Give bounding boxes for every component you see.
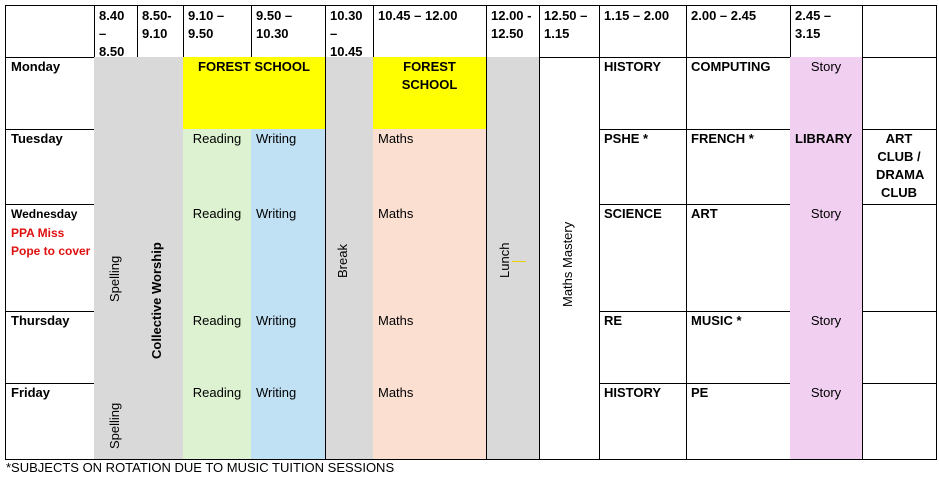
- day-wednesday-label: Wednesday: [11, 207, 78, 221]
- time-slot-header: 10.45 – 12.00: [373, 5, 487, 58]
- maths-mastery-label: Maths Mastery: [560, 221, 575, 307]
- break-label: Break: [335, 244, 350, 278]
- writing-cell: Writing: [251, 383, 326, 460]
- afternoon-subject-2: COMPUTING: [686, 57, 791, 130]
- lunch-label: Lunch: [497, 242, 512, 278]
- maths-cell: Maths: [373, 383, 487, 460]
- reading-cell: Reading: [183, 383, 252, 460]
- time-slot-header: 2.45 – 3.15: [790, 5, 863, 58]
- day-monday: Monday: [5, 57, 95, 130]
- empty-cell: [862, 383, 937, 460]
- highlight-mark: [512, 261, 526, 262]
- time-slot-header: 8.50- 9.10: [137, 5, 184, 58]
- time-slot-header: 9.50 – 10.30: [251, 5, 326, 58]
- time-slot-header: 12.00 - 12.50: [486, 5, 540, 58]
- break-slot: [325, 57, 374, 460]
- empty-cell: [862, 204, 937, 312]
- time-slot-header: 8.40 – 8.50: [94, 5, 138, 58]
- day-friday: Friday: [5, 383, 95, 460]
- collective-worship-slot: [137, 57, 184, 460]
- time-slot-header: 2.00 – 2.45: [686, 5, 791, 58]
- footnote: *SUBJECTS ON ROTATION DUE TO MUSIC TUITION SESSIONS: [6, 460, 395, 475]
- collective-worship-label: Collective Worship: [149, 242, 164, 359]
- time-slot-header: 9.10 – 9.50: [183, 5, 252, 58]
- empty-cell: [862, 57, 937, 130]
- wednesday-cover-note: PPA Miss Pope to cover: [11, 226, 91, 258]
- day-wednesday: [5, 204, 95, 312]
- day-thursday: Thursday: [5, 311, 95, 384]
- afternoon-subject-2: ART: [686, 204, 791, 312]
- writing-cell: Writing: [251, 129, 326, 205]
- story-cell: Story: [790, 311, 863, 384]
- empty-cell: [862, 311, 937, 384]
- afternoon-subject-1: PSHE *: [599, 129, 687, 205]
- spelling-slot: [94, 204, 138, 384]
- writing-cell: Writing: [251, 204, 326, 312]
- header-blank: [5, 5, 95, 58]
- afternoon-subject-2: FRENCH *: [686, 129, 791, 205]
- lunch-slot: [486, 57, 540, 460]
- afternoon-subject-2: MUSIC *: [686, 311, 791, 384]
- time-slot-header: 1.15 – 2.00: [599, 5, 687, 58]
- afternoon-subject-2: PE: [686, 383, 791, 460]
- maths-cell: Maths: [373, 129, 487, 205]
- time-slot-header: 10.30 – 10.45: [325, 5, 374, 58]
- library-cell: LIBRARY: [790, 129, 863, 205]
- day-tuesday: Tuesday: [5, 129, 95, 205]
- forest-school-cell: FOREST SCHOOL: [183, 57, 326, 130]
- story-cell: Story: [790, 204, 863, 312]
- spelling-label: Spelling: [107, 255, 122, 302]
- forest-school-cell: FOREST SCHOOL: [373, 57, 487, 130]
- grey-slot: [94, 129, 138, 205]
- afternoon-subject-1: SCIENCE: [599, 204, 687, 312]
- time-slot-header: [862, 5, 937, 58]
- reading-cell: Reading: [183, 311, 252, 384]
- writing-cell: Writing: [251, 311, 326, 384]
- time-slot-header: 12.50 – 1.15: [539, 5, 600, 58]
- spelling-slot: [94, 383, 138, 460]
- reading-cell: Reading: [183, 129, 252, 205]
- story-cell: Story: [790, 383, 863, 460]
- reading-cell: Reading: [183, 204, 252, 312]
- spelling-label: Spelling: [107, 402, 122, 449]
- afternoon-subject-1: HISTORY: [599, 57, 687, 130]
- afternoon-subject-1: RE: [599, 311, 687, 384]
- afternoon-subject-1: HISTORY: [599, 383, 687, 460]
- grey-slot: [94, 57, 138, 130]
- club-cell: ART CLUB / DRAMA CLUB: [862, 129, 937, 205]
- maths-mastery-slot: [539, 57, 600, 460]
- maths-cell: Maths: [373, 204, 487, 312]
- story-cell: Story: [790, 57, 863, 130]
- maths-cell: Maths: [373, 311, 487, 384]
